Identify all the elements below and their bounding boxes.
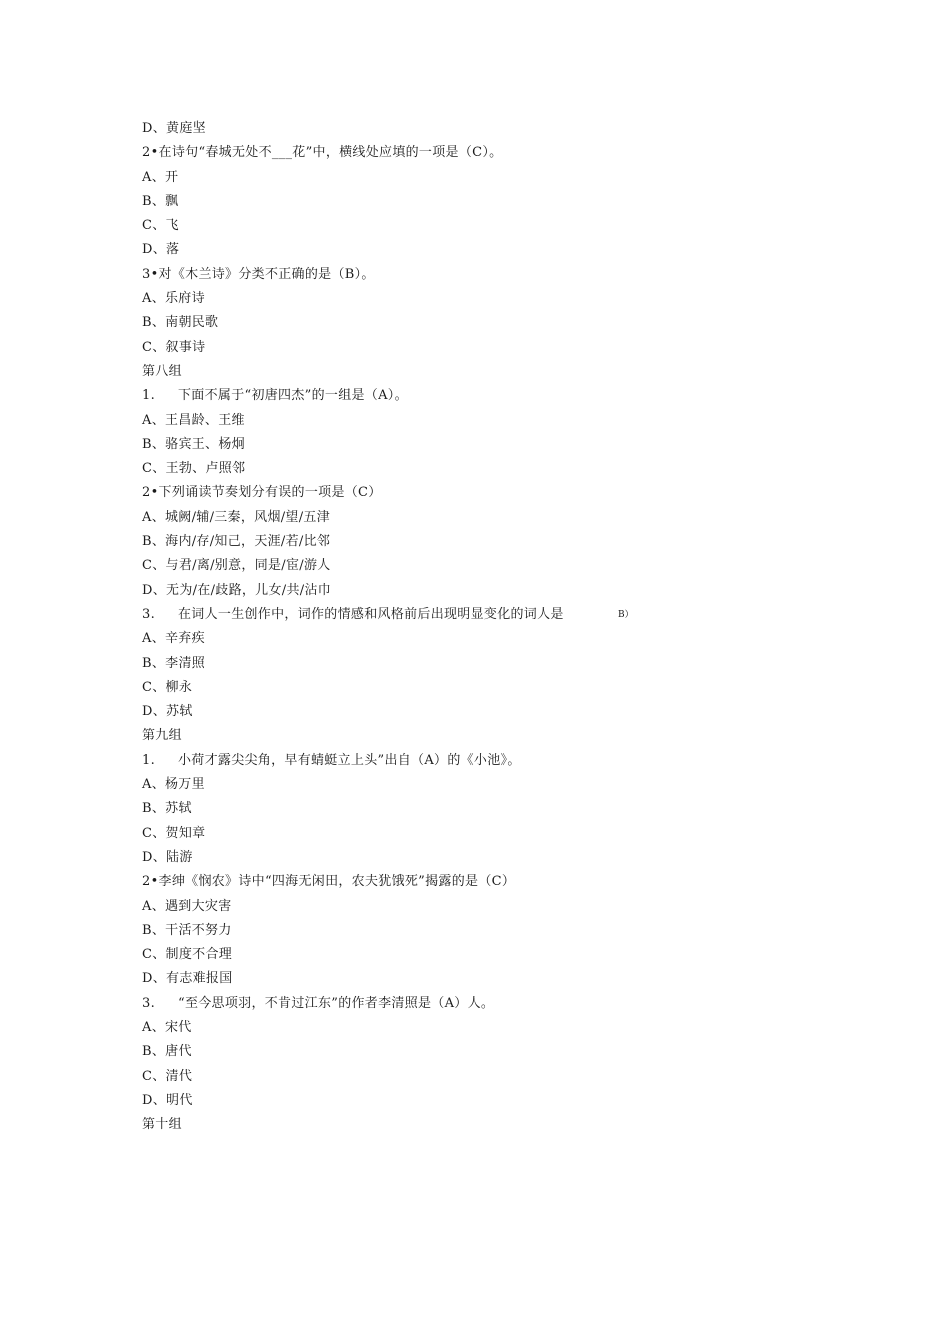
text-line [142, 384, 862, 408]
line-text: D、明代 [142, 1092, 193, 1108]
line-text: A、辛弃疾 [142, 631, 205, 647]
text-line [142, 749, 862, 773]
text-line [142, 652, 862, 676]
line-text: 3•对《木兰诗》分类不正确的是（B）。 [142, 266, 375, 282]
line-text: 下面不属于“初唐四杰”的一组是（A）。 [178, 388, 408, 404]
text-line [142, 311, 862, 335]
text-line [142, 919, 862, 943]
line-text: 第十组 [142, 1117, 182, 1133]
line-text: D、苏轼 [142, 704, 193, 720]
line-text: A、王昌龄、王维 [142, 412, 245, 428]
line-text: 在词人一生创作中，词作的情感和风格前后出现明显变化的词人是 [178, 606, 564, 622]
line-text: A、杨万里 [142, 777, 205, 793]
text-line [142, 433, 862, 457]
line-text: C、与君/离/别意，同是/宦/游人 [142, 558, 331, 574]
line-text: “至今思项羽，不肯过江东”的作者李清照是（A）人。 [178, 995, 495, 1011]
line-text: C、贺知章 [142, 825, 206, 841]
line-text: 小荷才露尖尖角，早有蜻蜓立上头”出自（A）的《小池》。 [178, 752, 521, 768]
line-text: A、宋代 [142, 1019, 192, 1035]
line-text: B、唐代 [142, 1044, 192, 1060]
text-line [142, 797, 862, 821]
line-text: D、陆游 [142, 849, 193, 865]
text-line [142, 141, 862, 165]
text-line [142, 1016, 862, 1040]
text-line [142, 117, 862, 141]
text-line [142, 530, 862, 554]
text-line [142, 238, 862, 262]
question-number: 3. [142, 995, 156, 1011]
text-line [142, 1089, 862, 1113]
text-line [142, 263, 862, 287]
line-text: B、南朝民歌 [142, 315, 219, 331]
line-text: B、干活不努力 [142, 922, 232, 938]
text-line [142, 724, 862, 748]
text-line [142, 992, 862, 1016]
line-text: D、无为/在/歧路，儿女/共/沾巾 [142, 582, 332, 598]
answer-fragment: B） [618, 609, 634, 620]
line-text: D、落 [142, 242, 180, 258]
line-text: C、制度不合理 [142, 947, 233, 963]
line-text: C、柳永 [142, 679, 193, 695]
line-text: A、乐府诗 [142, 291, 205, 307]
text-line [142, 603, 862, 627]
text-line [142, 287, 862, 311]
text-line [142, 846, 862, 870]
line-text: D、有志难报国 [142, 971, 233, 987]
text-line [142, 773, 862, 797]
text-line [142, 895, 862, 919]
line-text: B、李清照 [142, 655, 206, 671]
text-line [142, 822, 862, 846]
line-text: B、骆宾王、杨炯 [142, 436, 245, 452]
document-page [142, 117, 862, 1137]
line-text: B、飘 [142, 193, 179, 209]
text-line [142, 336, 862, 360]
text-line [142, 627, 862, 651]
line-text: 第八组 [142, 363, 182, 379]
text-line [142, 1065, 862, 1089]
line-text: 2•李绅《悯农》诗中“四海无闲田，农夫犹饿死”揭露的是（C） [142, 874, 516, 890]
text-line [142, 967, 862, 991]
text-line [142, 943, 862, 967]
line-text: B、海内/存/知己，天涯/若/比邻 [142, 534, 331, 550]
line-text: C、叙事诗 [142, 339, 206, 355]
line-text: 第九组 [142, 728, 182, 744]
line-text: C、飞 [142, 218, 179, 234]
text-line [142, 700, 862, 724]
text-line [142, 676, 862, 700]
line-text: A、开 [142, 169, 179, 185]
question-number: 3. [142, 606, 156, 622]
text-line [142, 1040, 862, 1064]
text-line [142, 481, 862, 505]
question-number: 1. [142, 388, 156, 404]
question-number: 1. [142, 752, 156, 768]
text-line [142, 409, 862, 433]
text-line [142, 1113, 862, 1137]
text-line [142, 214, 862, 238]
text-line [142, 554, 862, 578]
line-text: A、城阙/辅/三秦，风烟/望/五津 [142, 509, 331, 525]
line-text: 2•下列诵读节奏划分有误的一项是（C） [142, 485, 382, 501]
text-line [142, 166, 862, 190]
text-line [142, 190, 862, 214]
line-text: D、黄庭坚 [142, 121, 206, 136]
text-line [142, 506, 862, 530]
line-text: A、遇到大灾害 [142, 898, 232, 914]
line-text: C、王勃、卢照邻 [142, 461, 246, 477]
text-line [142, 579, 862, 603]
text-line [142, 870, 862, 894]
line-text: B、苏轼 [142, 801, 192, 817]
line-text: 2•在诗句“春城无处不___花”中，横线处应填的一项是（C）。 [142, 145, 503, 161]
text-line [142, 457, 862, 481]
text-line [142, 360, 862, 384]
line-text: C、清代 [142, 1068, 193, 1084]
